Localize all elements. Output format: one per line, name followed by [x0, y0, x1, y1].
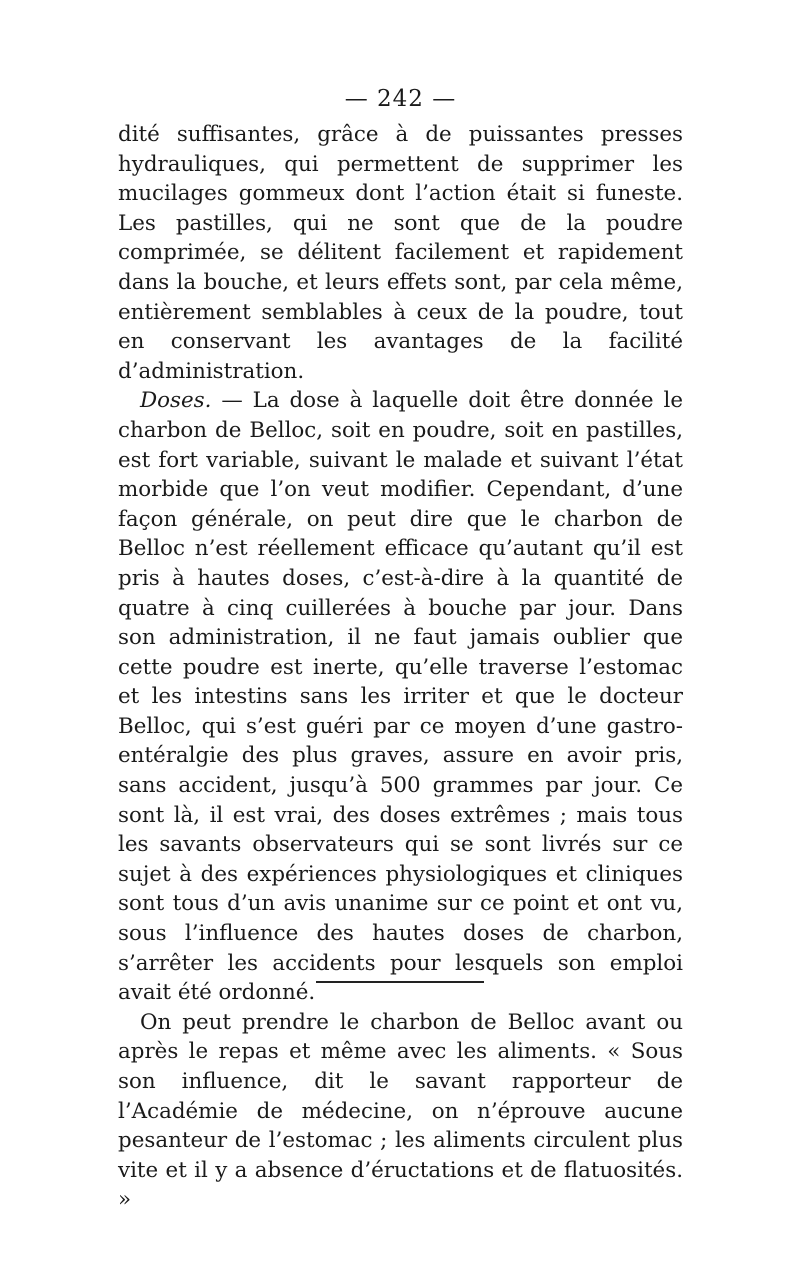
paragraph-2-text: — La dose à laquelle doit être donnée le charbon de Belloc, soit en poudre, soit en pastilles, est fort variable, suivant le malade et suivant l’état morbide que l’on veut modifier. Cependant, d’une façon générale, on peut dire que le charbon de Belloc n’est réellement efficace qu’autant qu’il est pris à hautes doses, c’est-à-dire à la quantité de quatre à cinq cuillerées à bouche par jour. Dans son administration, il ne faut jamais oublier que cette poudre est inerte, qu’elle traverse l’estomac et les intestins sans les irriter et que le docteur Belloc, qui s’est guéri par ce moyen d’une gastro-entéralgie des plus graves, assure en avoir pris, sans accident, jusqu’à 500 grammes par jour. Ce sont là, il est vrai, des doses extrêmes ; mais tous les savants observateurs qui se sont livrés sur ce sujet à des expériences physiologiques et cliniques sont tous d’un avis unanime sur ce point et ont vu, sous l’influence des hautes doses de charbon, s’arrêter les accidents pour lesquels son emploi avait été ordonné. [118, 388, 683, 1006]
paragraph-1-text: dité suffisantes, grâce à de puissantes presses hydrauliques, qui permettent de supprimer les mucilages gommeux dont l’action était si funeste. Les pastilles, qui ne sont que de la poudre comprimée, se délitent facilement et rapidement dans la bouche, et leurs effets sont, par cela même, entièrement semblables à ceux de la poudre, tout en conservant les avantages de la facilité d’administration. [118, 122, 683, 384]
paragraph-3 [118, 1008, 683, 1215]
paragraph-3-text: On peut prendre le charbon de Belloc avant ou après le repas et même avec les aliments. « Sous son influence, dit le savant rapporteur de l’Académie de médecine, on n’éprouve aucune pesanteur de l’estomac ; les aliments circulent plus vite et il y a absence d’éructations et de flatuosités. » [118, 1009, 683, 1213]
section-divider-rule [316, 981, 484, 983]
book-page [118, 84, 683, 1215]
page-number: — 242 — [344, 86, 457, 112]
paragraph-2 [118, 386, 683, 1007]
paragraph-2-lead: Doses. [140, 388, 212, 414]
paragraph-1 [118, 120, 683, 386]
